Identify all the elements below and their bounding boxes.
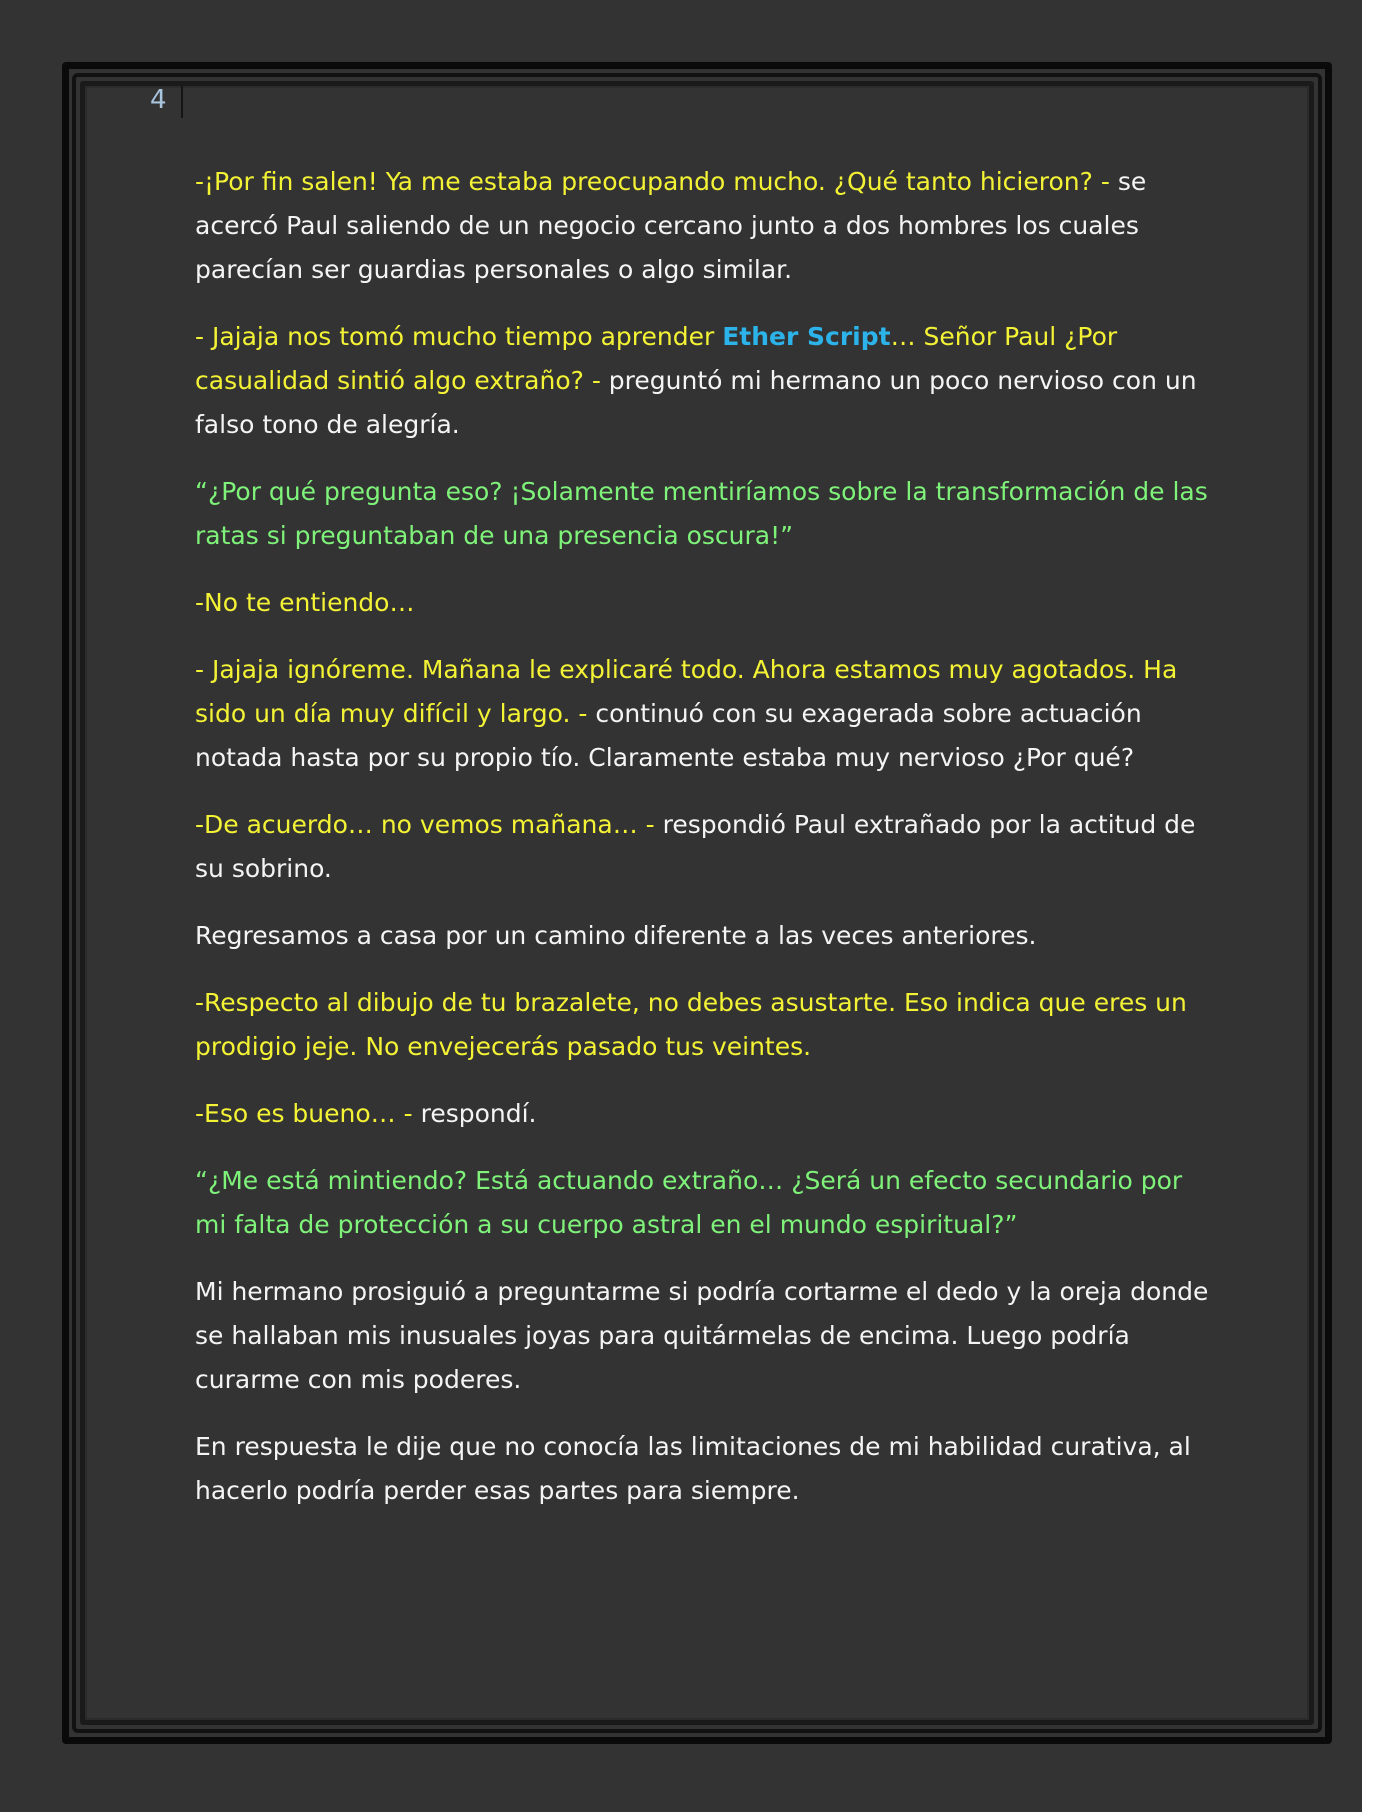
text-segment: -No te entiendo…: [195, 588, 415, 617]
text-segment: En respuesta le dije que no conocía las limitaciones de mi habilidad curativa, al hacerlo podría perder esas partes para siempre.: [195, 1432, 1191, 1505]
text-segment: Mi hermano prosiguió a preguntarme si podría cortarme el dedo y la oreja donde se hallaban mis inusuales joyas para quitármelas de encima. Luego podría curarme con mis poderes.: [195, 1277, 1209, 1394]
text-segment: - Jajaja nos tomó mucho tiempo aprender: [195, 322, 723, 351]
text-segment: continuó con su exagerada sobre actuación notada hasta por su propio tío. Claramente estaba muy nervioso ¿Por qué?: [195, 699, 1142, 772]
text-segment: respondí.: [420, 1099, 537, 1128]
page-number: 4: [150, 85, 167, 115]
page-number-divider: [181, 86, 183, 118]
paragraph: [195, 1092, 1210, 1136]
text-segment: -De acuerdo… no vemos mañana… -: [195, 810, 663, 839]
paragraph: [195, 1425, 1210, 1513]
term-highlight: Ether Script: [722, 322, 891, 351]
text-segment: -Eso es bueno… -: [195, 1099, 421, 1128]
text-segment: respondió Paul extrañado por la actitud de su sobrino.: [195, 810, 1196, 883]
paragraph: [195, 1159, 1210, 1247]
text-segment: - Jajaja ignóreme. Mañana le explicaré todo. Ahora estamos muy agotados. Ha sido un día muy difícil y largo. -: [195, 655, 1178, 728]
paragraph: [195, 981, 1210, 1069]
paragraph: [195, 470, 1210, 558]
paragraph: [195, 648, 1210, 780]
story-text: [195, 160, 1210, 1536]
text-segment: “¿Me está mintiendo? Está actuando extraño… ¿Será un efecto secundario por mi falta de protección a su cuerpo astral en el mundo espiritual?”: [195, 1166, 1183, 1239]
text-segment: … Señor Paul ¿Por casualidad sintió algo extraño? -: [195, 322, 1118, 395]
text-segment: -Respecto al dibujo de tu brazalete, no debes asustarte. Eso indica que eres un prodigio jeje. No envejecerás pasado tus veintes.: [195, 988, 1187, 1061]
text-segment: se acercó Paul saliendo de un negocio cercano junto a dos hombres los cuales parecían ser guardias personales o algo similar.: [195, 167, 1147, 284]
text-segment: preguntó mi hermano un poco nervioso con un falso tono de alegría.: [195, 366, 1197, 439]
paragraph: [195, 160, 1210, 292]
paragraph: [195, 914, 1210, 958]
paragraph: [195, 581, 1210, 625]
text-segment: -¡Por fin salen! Ya me estaba preocupando mucho. ¿Qué tanto hicieron? -: [195, 167, 1118, 196]
text-segment: “¿Por qué pregunta eso? ¡Solamente mentiríamos sobre la transformación de las ratas si preguntaban de una presencia oscura!”: [195, 477, 1208, 550]
paragraph: [195, 315, 1210, 447]
paragraph: [195, 803, 1210, 891]
text-segment: Regresamos a casa por un camino diferente a las veces anteriores.: [195, 921, 1037, 950]
paragraph: [195, 1270, 1210, 1402]
